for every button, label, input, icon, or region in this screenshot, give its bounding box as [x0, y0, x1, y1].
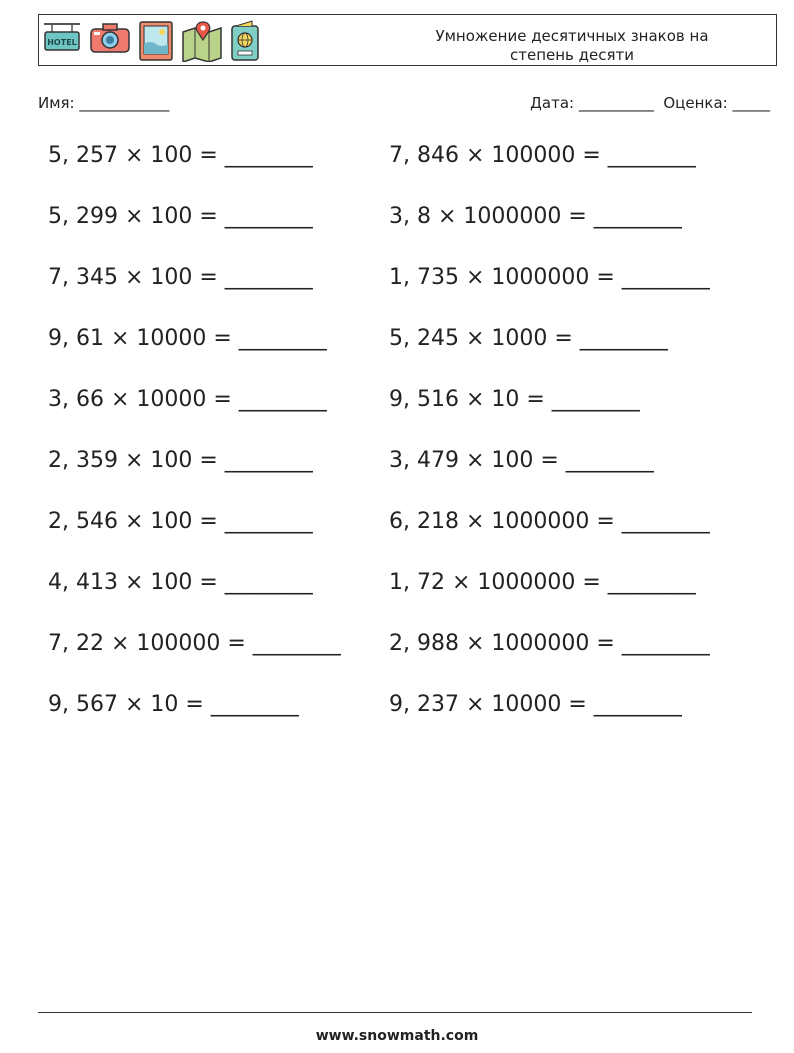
problem-row — [0, 509, 794, 549]
problem-left: 5, 257 × 100 = ________ — [48, 143, 313, 168]
problem-row — [0, 204, 794, 244]
problem-left: 3, 66 × 10000 = ________ — [48, 387, 327, 412]
date-grade-field[interactable]: Дата: __________ Оценка: _____ — [530, 94, 770, 112]
problem-left: 2, 359 × 100 = ________ — [48, 448, 313, 473]
problem-right: 3, 8 × 1000000 = ________ — [389, 204, 682, 229]
problem-right: 1, 72 × 1000000 = ________ — [389, 570, 696, 595]
problem-right: 1, 735 × 1000000 = ________ — [389, 265, 710, 290]
footer-divider — [38, 1012, 752, 1013]
passport-icon — [230, 20, 260, 62]
map-icon — [181, 20, 223, 62]
problem-row — [0, 387, 794, 427]
worksheet-title — [399, 27, 745, 65]
problem-left: 7, 22 × 100000 = ________ — [48, 631, 341, 656]
camera-icon — [89, 20, 131, 54]
problem-left: 9, 61 × 10000 = ________ — [48, 326, 327, 351]
problem-row — [0, 570, 794, 610]
name-field[interactable]: Имя: ____________ — [38, 94, 170, 112]
header-icons — [42, 20, 260, 62]
problem-row — [0, 143, 794, 183]
problem-row — [0, 326, 794, 366]
problem-right: 9, 237 × 10000 = ________ — [389, 692, 682, 717]
problem-left: 7, 345 × 100 = ________ — [48, 265, 313, 290]
hotel-sign-icon — [42, 20, 82, 54]
problem-row — [0, 265, 794, 305]
problem-right: 7, 846 × 100000 = ________ — [389, 143, 696, 168]
problem-left: 2, 546 × 100 = ________ — [48, 509, 313, 534]
problem-row — [0, 448, 794, 488]
problem-row — [0, 692, 794, 732]
title-line-1: Умножение десятичных знаков на — [435, 27, 709, 45]
problem-right: 9, 516 × 10 = ________ — [389, 387, 640, 412]
problem-right: 5, 245 × 1000 = ________ — [389, 326, 668, 351]
worksheet-header — [38, 14, 777, 66]
problem-row — [0, 631, 794, 671]
title-line-2: степень десяти — [509, 46, 635, 64]
hotel-sign-text: HOTEL — [47, 38, 77, 47]
problem-left: 9, 567 × 10 = ________ — [48, 692, 299, 717]
problem-right: 3, 479 × 100 = ________ — [389, 448, 654, 473]
problem-left: 5, 299 × 100 = ________ — [48, 204, 313, 229]
footer-url[interactable]: www.snowmath.com — [315, 1028, 479, 1044]
problem-left: 4, 413 × 100 = ________ — [48, 570, 313, 595]
problem-right: 6, 218 × 1000000 = ________ — [389, 509, 710, 534]
problem-right: 2, 988 × 1000000 = ________ — [389, 631, 710, 656]
postcard-icon — [138, 20, 174, 62]
